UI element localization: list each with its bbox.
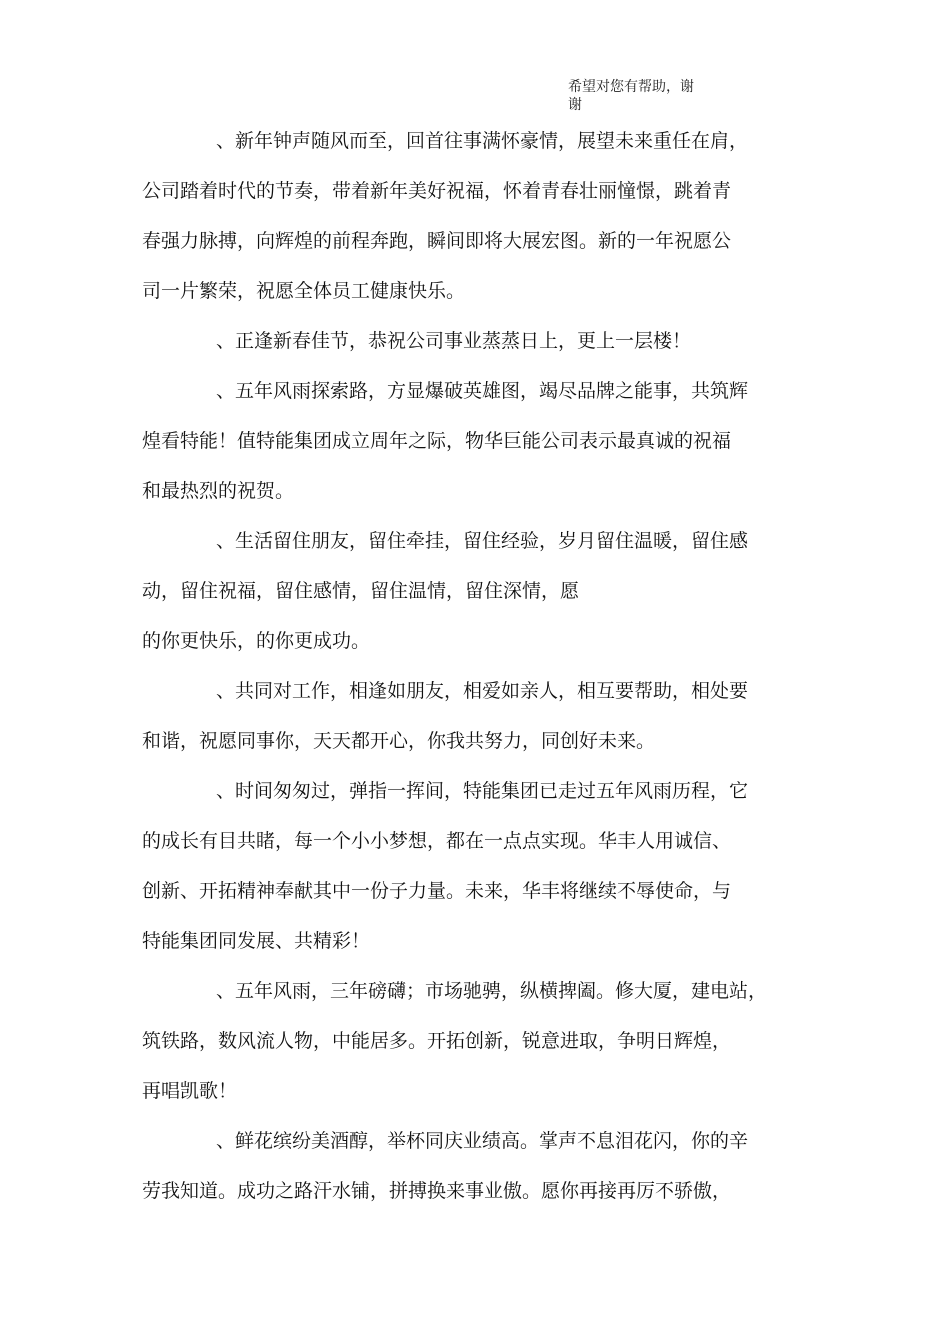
paragraph-6-line-4: 特能集团同发展、共精彩！: [142, 930, 371, 952]
paragraph-4-line-3: 的你更快乐，的你更成功。: [142, 630, 371, 652]
paragraph-7-line-1: 、五年风雨，三年磅礴；市场驰骋，纵横捭阖。修大厦，建电站，: [216, 980, 768, 1002]
header-note-line-1: 希望对您有帮助，谢: [568, 79, 694, 95]
paragraph-2-line-1: 、正逢新春佳节，恭祝公司事业蒸蒸日上，更上一层楼！: [216, 330, 692, 352]
paragraph-8-line-2: 劳我知道。成功之路汗水铺，拼搏换来事业傲。愿你再接再厉不骄傲，: [142, 1180, 732, 1202]
paragraph-6-line-1: 、时间匆匆过，弹指一挥间，特能集团已走过五年风雨历程，它: [216, 780, 749, 802]
paragraph-4-line-2: 动，留住祝福，留住感情，留住温情，留住深情，愿: [142, 580, 580, 602]
paragraph-1-line-3: 春强力脉搏，向辉煌的前程奔跑，瞬间即将大展宏图。新的一年祝愿公: [142, 230, 732, 252]
paragraph-1-line-4: 司一片繁荣，祝愿全体员工健康快乐。: [142, 280, 466, 302]
paragraph-3-line-3: 和最热烈的祝贺。: [142, 480, 295, 502]
paragraph-8-line-1: 、鲜花缤纷美酒醇，举杯同庆业绩高。掌声不息泪花闪，你的辛: [216, 1130, 749, 1152]
paragraph-7-line-2: 筑铁路，数风流人物，中能居多。开拓创新，锐意进取，争明日辉煌，: [142, 1030, 732, 1052]
paragraph-6-line-2: 的成长有目共睹，每一个小小梦想，都在一点点实现。华丰人用诚信、: [142, 830, 732, 852]
document-body: [142, 116, 812, 1216]
paragraph-1-line-1: 、新年钟声随风而至，回首往事满怀豪情，展望未来重任在肩，: [216, 130, 749, 152]
header-note: [568, 78, 718, 114]
paragraph-3-line-2: 煌看特能！值特能集团成立周年之际，物华巨能公司表示最真诚的祝福: [142, 430, 732, 452]
paragraph-1-line-2: 公司踏着时代的节奏，带着新年美好祝福，怀着青春壮丽憧憬，跳着青: [142, 180, 732, 202]
paragraph-5-line-2: 和谐，祝愿同事你，天天都开心，你我共努力，同创好未来。: [142, 730, 656, 752]
header-note-line-2: 谢: [568, 97, 582, 113]
paragraph-4-line-1: 、生活留住朋友，留住牵挂，留住经验，岁月留住温暖，留住感: [216, 530, 749, 552]
paragraph-5-line-1: 、共同对工作，相逢如朋友，相爱如亲人，相互要帮助，相处要: [216, 680, 749, 702]
paragraph-7-line-3: 再唱凯歌！: [142, 1080, 238, 1102]
paragraph-6-line-3: 创新、开拓精神奉献其中一份子力量。未来，华丰将继续不辱使命，与: [142, 880, 732, 902]
paragraph-3-line-1: 、五年风雨探索路，方显爆破英雄图，竭尽品牌之能事，共筑辉: [216, 380, 749, 402]
